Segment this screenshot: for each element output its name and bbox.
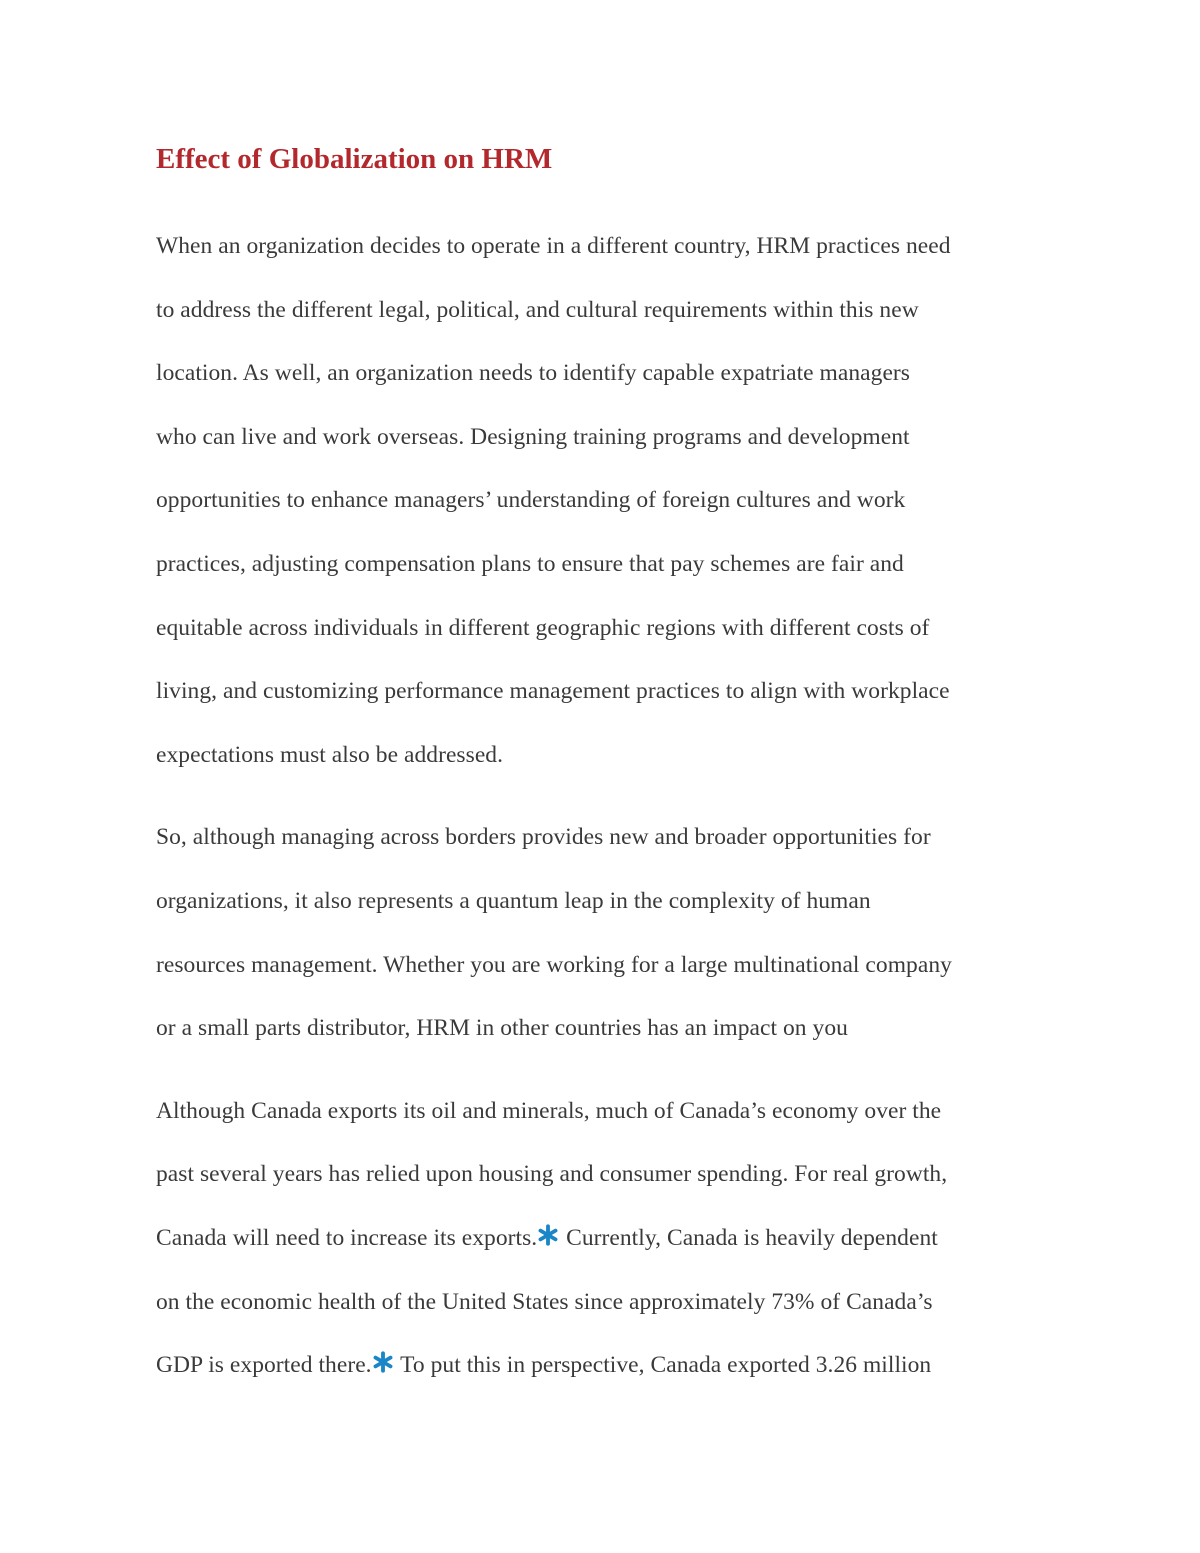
text-segment: GDP is exported there. (156, 1352, 372, 1379)
paragraph-1 (156, 215, 1056, 787)
text-line-with-reference (156, 1207, 1056, 1271)
asterisk-icon[interactable] (372, 1351, 394, 1373)
text-line: So, although managing across borders provides new and broader opportunities for (156, 824, 931, 851)
text-line: location. As well, an organization needs to identify capable expatriate managers (156, 360, 910, 387)
paragraph-2 (156, 806, 1056, 1060)
text-segment: Canada will need to increase its exports. (156, 1224, 538, 1251)
text-line: resources management. Whether you are working for a large multinational company (156, 951, 952, 978)
text-segment: To put this in perspective, Canada exported 3.26 million (394, 1352, 932, 1379)
asterisk-icon[interactable] (537, 1224, 559, 1246)
text-line: opportunities to enhance managers’ understanding of foreign cultures and work (156, 487, 906, 514)
text-line: organizations, it also represents a quantum leap in the complexity of human (156, 887, 871, 914)
text-line: or a small parts distributor, HRM in other countries has an impact on you (156, 1015, 848, 1042)
text-segment: Currently, Canada is heavily dependent (560, 1224, 938, 1251)
text-line: equitable across individuals in different geographic regions with different costs of (156, 614, 930, 641)
paragraph-3 (156, 1080, 1056, 1398)
document-body (156, 138, 1056, 1398)
text-line: expectations must also be addressed. (156, 741, 504, 768)
text-line: to address the different legal, political, and cultural requirements within this new (156, 296, 919, 323)
text-line: past several years has relied upon housing and consumer spending. For real growth, (156, 1161, 948, 1188)
text-line: When an organization decides to operate in a different country, HRM practices need (156, 233, 951, 259)
text-line-with-reference (156, 1334, 1056, 1398)
text-line: Although Canada exports its oil and minerals, much of Canada’s economy over the (156, 1097, 942, 1124)
text-line: who can live and work overseas. Designing training programs and development (156, 423, 910, 450)
text-line: living, and customizing performance management practices to align with workplace (156, 678, 950, 705)
text-line: on the economic health of the United States since approximately 73% of Canada’s (156, 1288, 933, 1315)
document-title: Effect of Globalization on HRM (156, 143, 553, 175)
text-line: practices, adjusting compensation plans to ensure that pay schemes are fair and (156, 550, 904, 577)
